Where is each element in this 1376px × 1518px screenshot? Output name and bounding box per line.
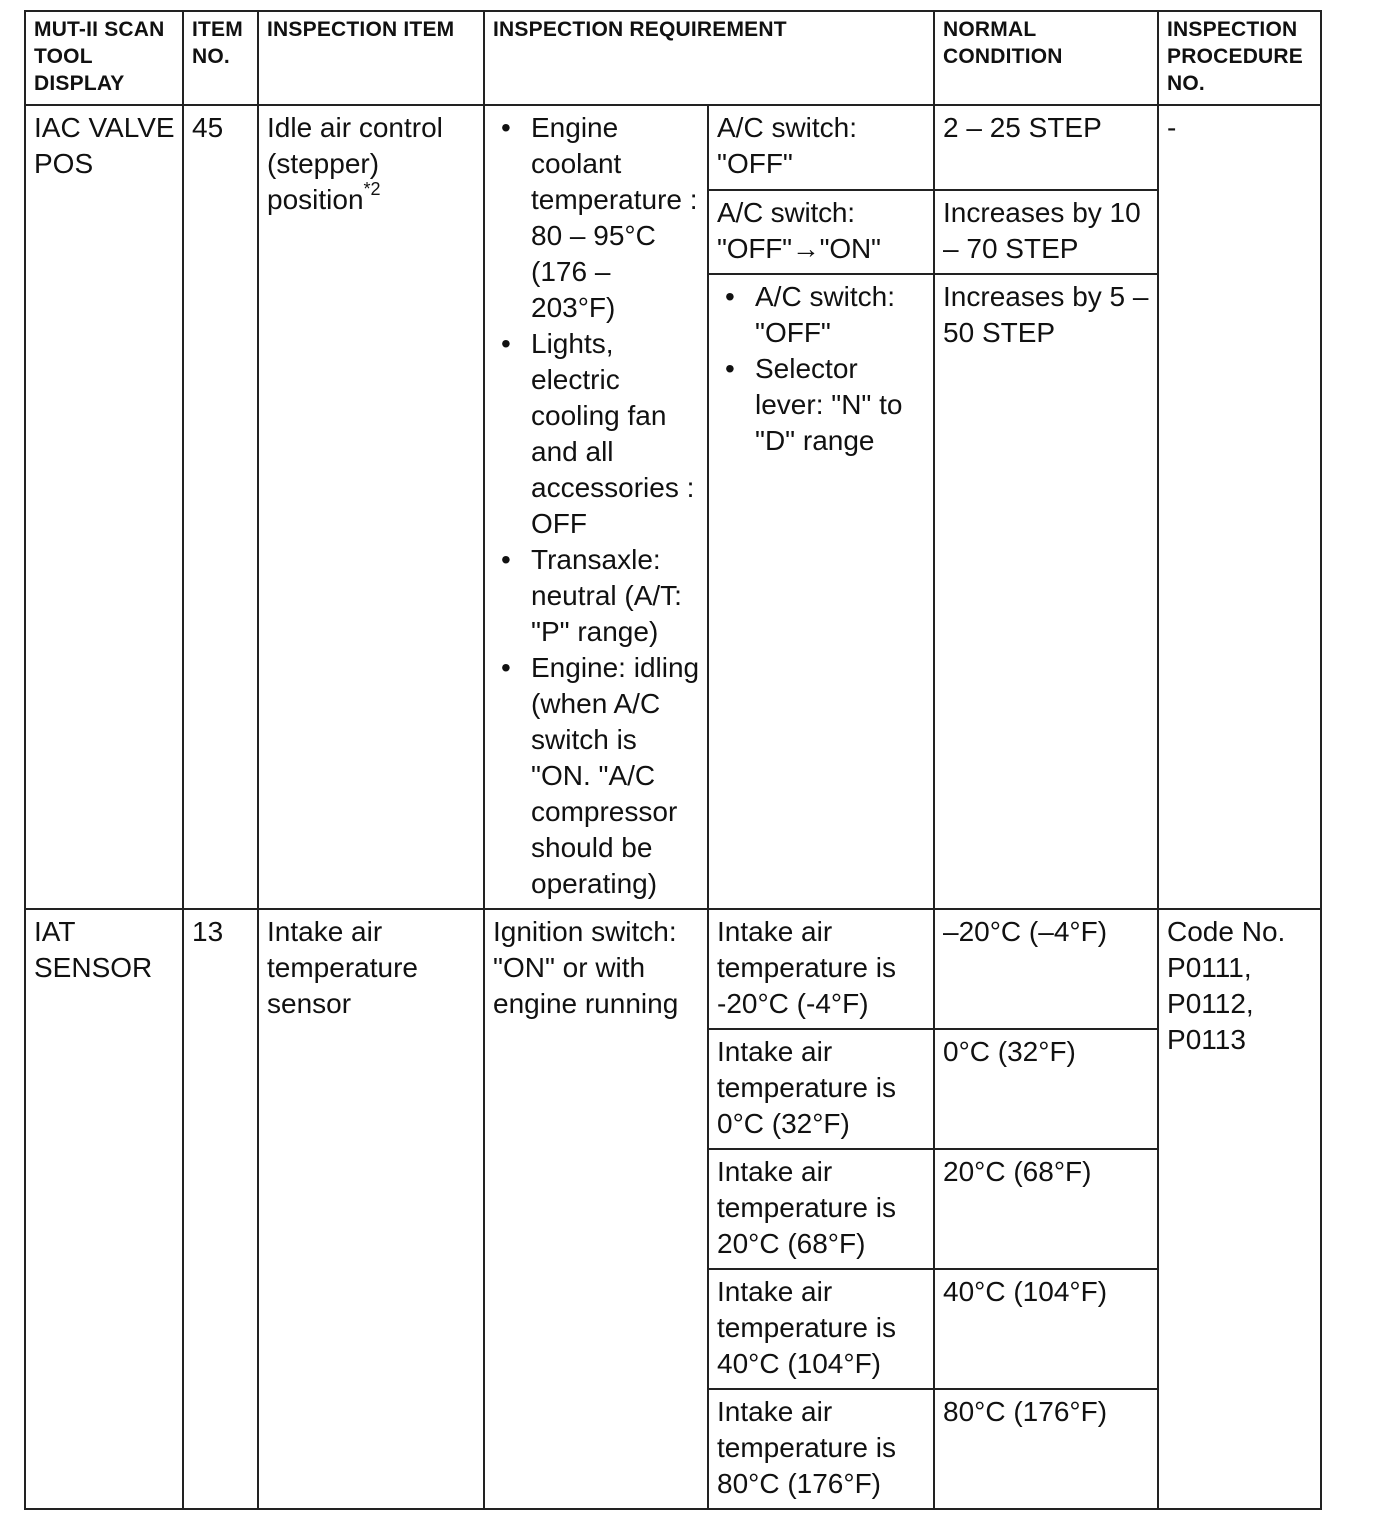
header-inspection-item: INSPECTION ITEM [258,11,484,105]
header-normal-condition: NORMAL CONDITION [934,11,1158,105]
iac-normal-condition: Increases by 10 – 70 STEP [934,190,1158,275]
iac-requirements [484,105,708,909]
iac-condition-req [708,274,934,909]
iat-normal-condition: 0°C (32°F) [934,1029,1158,1149]
header-inspection-requirement: INSPECTION REQUIREMENT [484,11,934,105]
inspection-table [24,10,1322,1510]
iat-requirement: Ignition switch: "ON" or with engine running [484,909,708,1509]
list-item: • Transaxle: neutral (A/T: "P" range) [493,542,700,650]
iat-normal-condition: –20°C (–4°F) [934,909,1158,1029]
list-item: • Selector lever: "N" to "D" range [717,351,926,459]
iac-condition-req: A/C switch: "OFF" [708,105,934,190]
iat-condition-req: Intake air temperature is 40°C (104°F) [708,1269,934,1389]
iac-requirement-list [493,110,700,902]
list-item: • Engine coolant temperature : 80 – 95°C (176 – 203°F) [493,110,700,326]
header-inspection-procedure-no: INSPECTION PROCEDURE NO. [1158,11,1321,105]
iac-item-note: *2 [363,178,381,199]
iac-normal-condition: Increases by 5 – 50 STEP [934,274,1158,909]
table-row [25,105,1321,190]
iac-condition-req: A/C switch: "OFF"→"ON" [708,190,934,275]
header-row [25,11,1321,105]
iac-item-no: 45 [183,105,258,909]
iat-condition-req: Intake air temperature is 0°C (32°F) [708,1029,934,1149]
list-item: • Engine: idling (when A/C switch is "ON. "A/C compressor should be operating) [493,650,700,902]
iat-condition-req: Intake air temperature is 80°C (176°F) [708,1389,934,1509]
header-item-no: ITEM NO. [183,11,258,105]
iat-inspection-item: Intake air temperature sensor [258,909,484,1509]
iat-normal-condition: 20°C (68°F) [934,1149,1158,1269]
iac-normal-condition: 2 – 25 STEP [934,105,1158,190]
iac-display: IAC VALVE POS [25,105,183,909]
iat-condition-req: Intake air temperature is 20°C (68°F) [708,1149,934,1269]
iac-procedure-no: - [1158,105,1321,909]
iat-display: IAT SENSOR [25,909,183,1509]
iat-item-no: 13 [183,909,258,1509]
iat-procedure-no: Code No. P0111, P0112, P0113 [1158,909,1321,1509]
list-item: • A/C switch: "OFF" [717,279,926,351]
list-item: • Lights, electric cooling fan and all accessories : OFF [493,326,700,542]
iac-item-text: Idle air control (stepper) position [267,112,443,215]
iat-normal-condition: 40°C (104°F) [934,1269,1158,1389]
iat-condition-req: Intake air temperature is -20°C (-4°F) [708,909,934,1029]
table-row [25,909,1321,1029]
iat-normal-condition: 80°C (176°F) [934,1389,1158,1509]
iac-inspection-item [258,105,484,909]
header-scan-tool-display: MUT-II SCAN TOOL DISPLAY [25,11,183,105]
iac-condition3-list [717,279,926,459]
